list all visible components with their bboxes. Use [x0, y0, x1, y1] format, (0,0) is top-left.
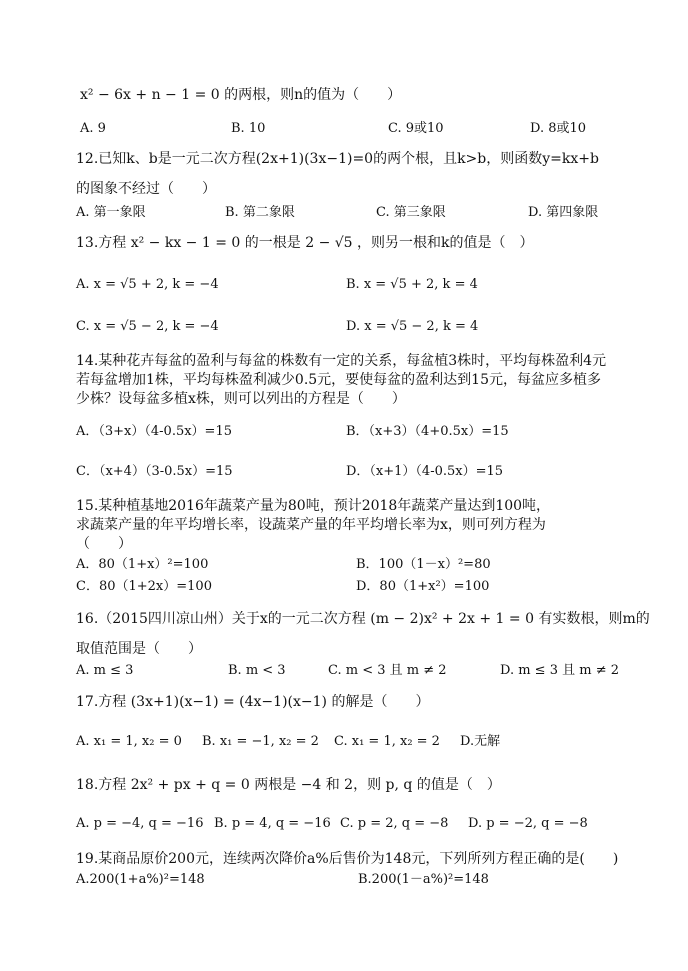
- q16-option-d[interactable]: D. m ≤ 3 且 m ≠ 2: [500, 663, 619, 678]
- q18-option-d[interactable]: D. p = −2, q = −8: [468, 816, 588, 831]
- q18-option-a[interactable]: A. p = −4, q = −16: [76, 816, 204, 831]
- q14-option-d[interactable]: D．（x+1）（4-0.5x）=15: [346, 464, 504, 479]
- q11-option-c[interactable]: C. 9或10: [388, 121, 444, 136]
- q18-stem: 18.方程 2x² + px + q = 0 两根是 −4 和 2，则 p, q 的值是（ ）: [76, 777, 501, 793]
- q19-option-b[interactable]: B.200(1－a%)²=148: [358, 872, 489, 887]
- q18-option-c[interactable]: C. p = 2, q = −8: [340, 816, 449, 831]
- q12-stem-line1: 12.已知k、b是一元二次方程(2x+1)(3x−1)=0的两个根，且k>b，则函数y=kx+b: [76, 151, 599, 167]
- q13-stem: 13.方程 x² − kx − 1 = 0 的一根是 2 − √5 ，则另一根和k的值是（ ）: [76, 235, 534, 251]
- q16-option-a[interactable]: A. m ≤ 3: [76, 663, 134, 678]
- q11-option-a[interactable]: A. 9: [80, 121, 106, 136]
- q15-stem-line3: （ ）: [76, 536, 132, 552]
- q15-option-a[interactable]: A．80（1+x）²=100: [76, 557, 209, 572]
- q17-stem: 17.方程 (3x+1)(x−1) = (4x−1)(x−1) 的解是（ ）: [76, 694, 430, 710]
- q17-option-a[interactable]: A. x₁ = 1, x₂ = 0: [76, 734, 182, 749]
- q11-stem: x² − 6x + n − 1 = 0 的两根，则n的值为（ ）: [80, 87, 402, 103]
- q15-stem-line1: 15.某种植基地2016年蔬菜产量为80吨，预计2018年蔬菜产量达到100吨，: [76, 498, 551, 514]
- q15-option-d[interactable]: D．80（1+x²）=100: [356, 579, 490, 594]
- q14-stem-line1: 14.某种花卉每盆的盈利与每盆的株数有一定的关系，每盆植3株时，平均每株盈利4元: [76, 353, 607, 369]
- q16-option-c[interactable]: C. m < 3 且 m ≠ 2: [328, 663, 447, 678]
- q18-option-b[interactable]: B. p = 4, q = −16: [214, 816, 331, 831]
- q13-option-a[interactable]: A. x = √5 + 2, k = −4: [76, 277, 219, 292]
- q14-option-b[interactable]: B．（x+3）（4+0.5x）=15: [346, 424, 509, 439]
- q13-option-c[interactable]: C. x = √5 − 2, k = −4: [76, 319, 219, 334]
- q17-option-c[interactable]: C. x₁ = 1, x₂ = 2: [334, 734, 440, 749]
- q14-stem-line3: 少株？设每盆多植x株，则可以列出的方程是（ ）: [76, 391, 406, 407]
- q12-option-c[interactable]: C. 第三象限: [376, 205, 446, 220]
- q13-option-b[interactable]: B. x = √5 + 2, k = 4: [346, 277, 478, 292]
- q13-option-d[interactable]: D. x = √5 − 2, k = 4: [346, 319, 479, 334]
- q14-option-a[interactable]: A．（3+x）（4-0.5x）=15: [76, 424, 232, 439]
- q16-option-b[interactable]: B. m < 3: [228, 663, 286, 678]
- q17-option-d[interactable]: D.无解: [460, 734, 501, 749]
- q16-stem-line1: 16.（2015四川凉山州）关于x的一元二次方程 (m − 2)x² + 2x + 1 = 0 有实数根，则m的: [76, 611, 650, 627]
- q12-stem-line2: 的图象不经过（ ）: [76, 181, 216, 197]
- q16-stem-line2: 取值范围是（ ）: [76, 641, 202, 657]
- q15-option-c[interactable]: C．80（1+2x）=100: [76, 579, 212, 594]
- q11-option-d[interactable]: D. 8或10: [530, 121, 587, 136]
- q14-stem-line2: 若每盆增加1株，平均每株盈利减少0.5元，要使每盆的盈利达到15元，每盆应多植多: [76, 372, 601, 388]
- q17-option-b[interactable]: B. x₁ = −1, x₂ = 2: [202, 734, 319, 749]
- q12-option-a[interactable]: A. 第一象限: [76, 205, 146, 220]
- q19-option-a[interactable]: A.200(1+a%)²=148: [76, 872, 205, 887]
- q19-stem: 19.某商品原价200元，连续两次降价a%后售价为148元，下列所列方程正确的是( ): [76, 851, 619, 867]
- q11-option-b[interactable]: B. 10: [231, 121, 266, 136]
- q12-option-b[interactable]: B. 第二象限: [225, 205, 295, 220]
- q12-option-d[interactable]: D. 第四象限: [528, 205, 599, 220]
- q14-option-c[interactable]: C．（x+4）（3-0.5x）=15: [76, 464, 233, 479]
- q15-option-b[interactable]: B．100（1－x）²=80: [356, 557, 491, 572]
- q15-stem-line2: 求蔬菜产量的年平均增长率，设蔬菜产量的年平均增长率为x，则可列方程为: [76, 517, 546, 533]
